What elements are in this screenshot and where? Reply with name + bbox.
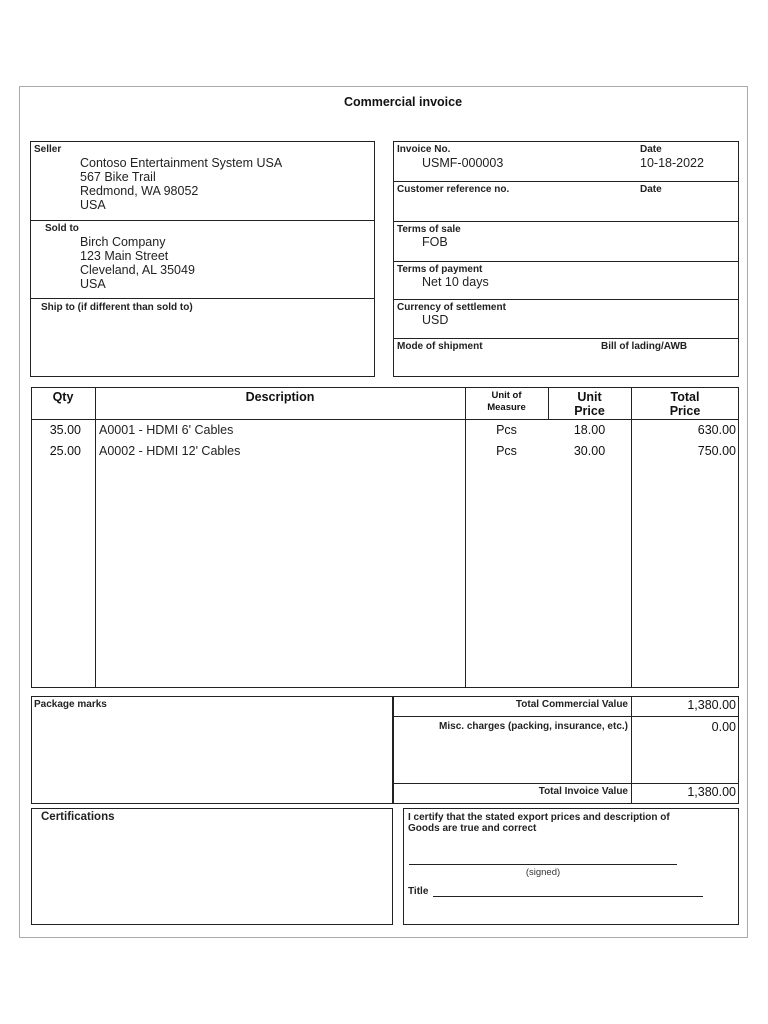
terms-of-payment-label: Terms of payment bbox=[397, 264, 483, 275]
sold-to-line: 123 Main Street bbox=[80, 249, 169, 263]
terms-of-payment-value: Net 10 days bbox=[422, 275, 489, 289]
total-commercial-value: 1,380.00 bbox=[687, 698, 736, 712]
column-divider bbox=[95, 387, 96, 688]
title-label: Title bbox=[408, 886, 429, 897]
divider bbox=[393, 716, 739, 717]
seller-line: USA bbox=[80, 198, 106, 212]
signature-line[interactable] bbox=[409, 864, 677, 865]
terms-of-sale-label: Terms of sale bbox=[397, 224, 461, 235]
row-uom: Pcs bbox=[496, 423, 517, 437]
invoice-no-label: Invoice No. bbox=[397, 144, 451, 155]
package-marks-box bbox=[31, 696, 393, 804]
qty-header: Qty bbox=[52, 390, 74, 404]
certifications-box bbox=[31, 808, 393, 925]
certification-statement: I certify that the stated export prices and description of bbox=[408, 812, 670, 823]
certification-statement: Goods are true and correct bbox=[408, 823, 537, 834]
row-uom: Pcs bbox=[496, 444, 517, 458]
date-value: 10-18-2022 bbox=[640, 156, 704, 170]
misc-charges-label: Misc. charges (packing, insurance, etc.) bbox=[439, 721, 628, 732]
currency-value: USD bbox=[422, 313, 449, 327]
divider bbox=[393, 299, 739, 300]
unit-price-header: Price bbox=[574, 404, 605, 418]
seller-label: Seller bbox=[34, 144, 62, 155]
row-description: A0002 - HDMI 12' Cables bbox=[99, 444, 241, 458]
certifications-label: Certifications bbox=[41, 811, 115, 823]
divider bbox=[393, 181, 739, 182]
total-commercial-value-label: Total Commercial Value bbox=[515, 699, 628, 710]
misc-charges-value: 0.00 bbox=[711, 720, 736, 734]
divider bbox=[393, 338, 739, 339]
customer-ref-date-label: Date bbox=[640, 184, 662, 195]
signed-label: (signed) bbox=[525, 867, 561, 878]
total-invoice-value-label: Total Invoice Value bbox=[538, 786, 628, 797]
row-description: A0001 - HDMI 6' Cables bbox=[99, 423, 234, 437]
divider bbox=[393, 261, 739, 262]
title-line[interactable] bbox=[433, 896, 703, 897]
table-header-divider bbox=[31, 419, 739, 420]
row-total: 630.00 bbox=[697, 423, 736, 437]
sold-to-line: USA bbox=[80, 277, 106, 291]
bill-of-lading-label: Bill of lading/AWB bbox=[601, 341, 688, 352]
row-qty: 25.00 bbox=[49, 444, 81, 458]
seller-line: Contoso Entertainment System USA bbox=[80, 156, 283, 170]
customer-ref-label: Customer reference no. bbox=[397, 184, 510, 195]
ship-to-label: Ship to (if different than sold to) bbox=[41, 302, 193, 313]
sold-to-line: Cleveland, AL 35049 bbox=[80, 263, 195, 277]
sold-to-label: Sold to bbox=[45, 223, 79, 234]
invoice-no-value: USMF-000003 bbox=[422, 156, 504, 170]
unit-price-header: Unit bbox=[577, 390, 602, 404]
seller-line: 567 Bike Trail bbox=[80, 170, 156, 184]
description-header: Description bbox=[245, 390, 315, 404]
seller-line: Redmond, WA 98052 bbox=[80, 184, 199, 198]
terms-of-sale-value: FOB bbox=[422, 235, 448, 249]
package-marks-label: Package marks bbox=[34, 699, 107, 710]
row-qty: 35.00 bbox=[49, 423, 81, 437]
uom-header: Measure bbox=[487, 402, 526, 413]
total-invoice-value: 1,380.00 bbox=[687, 785, 736, 799]
total-price-header: Total bbox=[670, 390, 700, 404]
divider bbox=[393, 221, 739, 222]
row-total: 750.00 bbox=[697, 444, 736, 458]
uom-header: Unit of bbox=[491, 390, 522, 401]
total-price-header: Price bbox=[669, 404, 701, 418]
mode-of-shipment-label: Mode of shipment bbox=[397, 341, 483, 352]
divider bbox=[30, 220, 375, 221]
date-label: Date bbox=[640, 144, 662, 155]
row-unit-price: 18.00 bbox=[573, 423, 606, 437]
divider bbox=[393, 783, 739, 784]
page-title: Commercial invoice bbox=[343, 95, 463, 109]
sold-to-line: Birch Company bbox=[80, 235, 166, 249]
row-unit-price: 30.00 bbox=[573, 444, 606, 458]
divider bbox=[30, 298, 375, 299]
currency-label: Currency of settlement bbox=[397, 302, 506, 313]
